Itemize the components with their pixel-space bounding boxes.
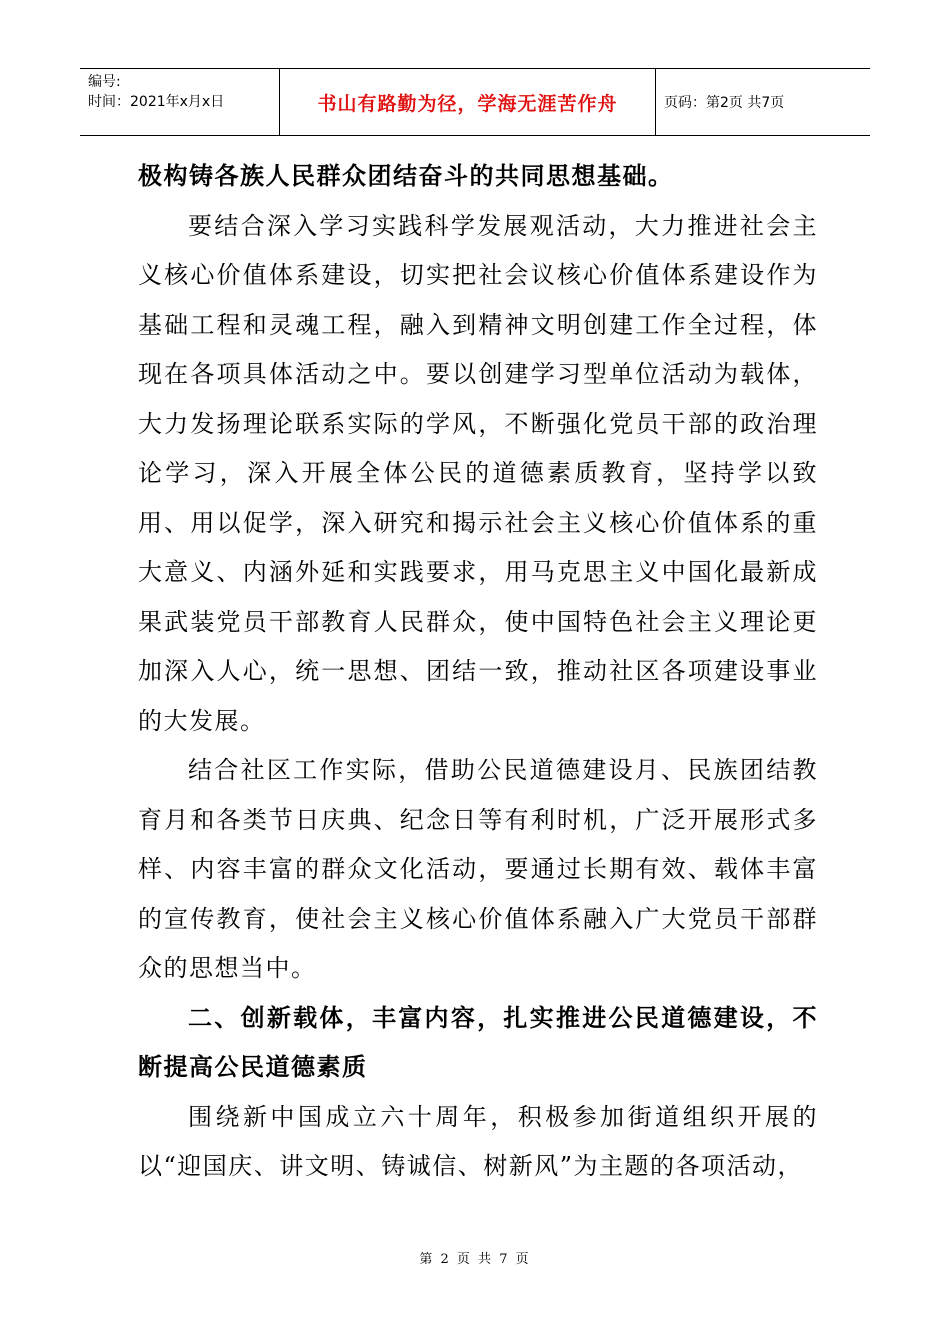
number-label: 编号: (88, 74, 121, 90)
paragraph: 要结合深入学习实践科学发展观活动，大力推进社会主义核心价值体系建设，切实把社会议核心价值体系建设作为基础工程和灵魂工程，融入到精神文明创建工作全过程，体现在各项具体活动之中。要以创建学习型单位活动为载体，大力发扬理论联系实际的学风，不断强化党员干部的政治理论学习，深入开展全体公民的道德素质教育，坚持学以致用、用以促学，深入研究和揭示社会主义核心价值体系的重大意义、内涵外延和实践要求，用马克思主义中国化最新成果武装党员干部教育人民群众，使中国特色社会主义理论更加深入人心，统一思想、团结一致，推动社区各项建设事业的大发展。 (138, 211, 818, 735)
paragraph: 围绕新中国成立六十周年，积极参加街道组织开展的以“迎国庆、讲文明、铸诚信、树新风”为主题的各项活动， (138, 1102, 818, 1180)
header-meta (80, 69, 280, 135)
document-body (138, 152, 818, 1192)
time-label: 时间：2021年x月x日 (88, 94, 225, 110)
section-heading: 二、创新载体，丰富内容，扎实推进公民道德建设，不断提高公民道德素质 (138, 1003, 818, 1081)
document-header (80, 68, 870, 136)
page-footer: 第 2 页 共 7 页 (419, 1252, 531, 1267)
paragraph-continuation: 极构铸各族人民群众团结奋斗的共同思想基础。 (138, 162, 674, 190)
header-page-info: 页码：第2页 共7页 (664, 95, 785, 111)
header-motto: 书山有路勤为径，学海无涯苦作舟 (280, 69, 656, 135)
paragraph: 结合社区工作实际，借助公民道德建设月、民族团结教育月和各类节日庆典、纪念日等有利时机，广泛开展形式多样、内容丰富的群众文化活动，要通过长期有效、载体丰富的宣传教育，使社会主义核心价值体系融入广大党员干部群众的思想当中。 (138, 756, 818, 982)
